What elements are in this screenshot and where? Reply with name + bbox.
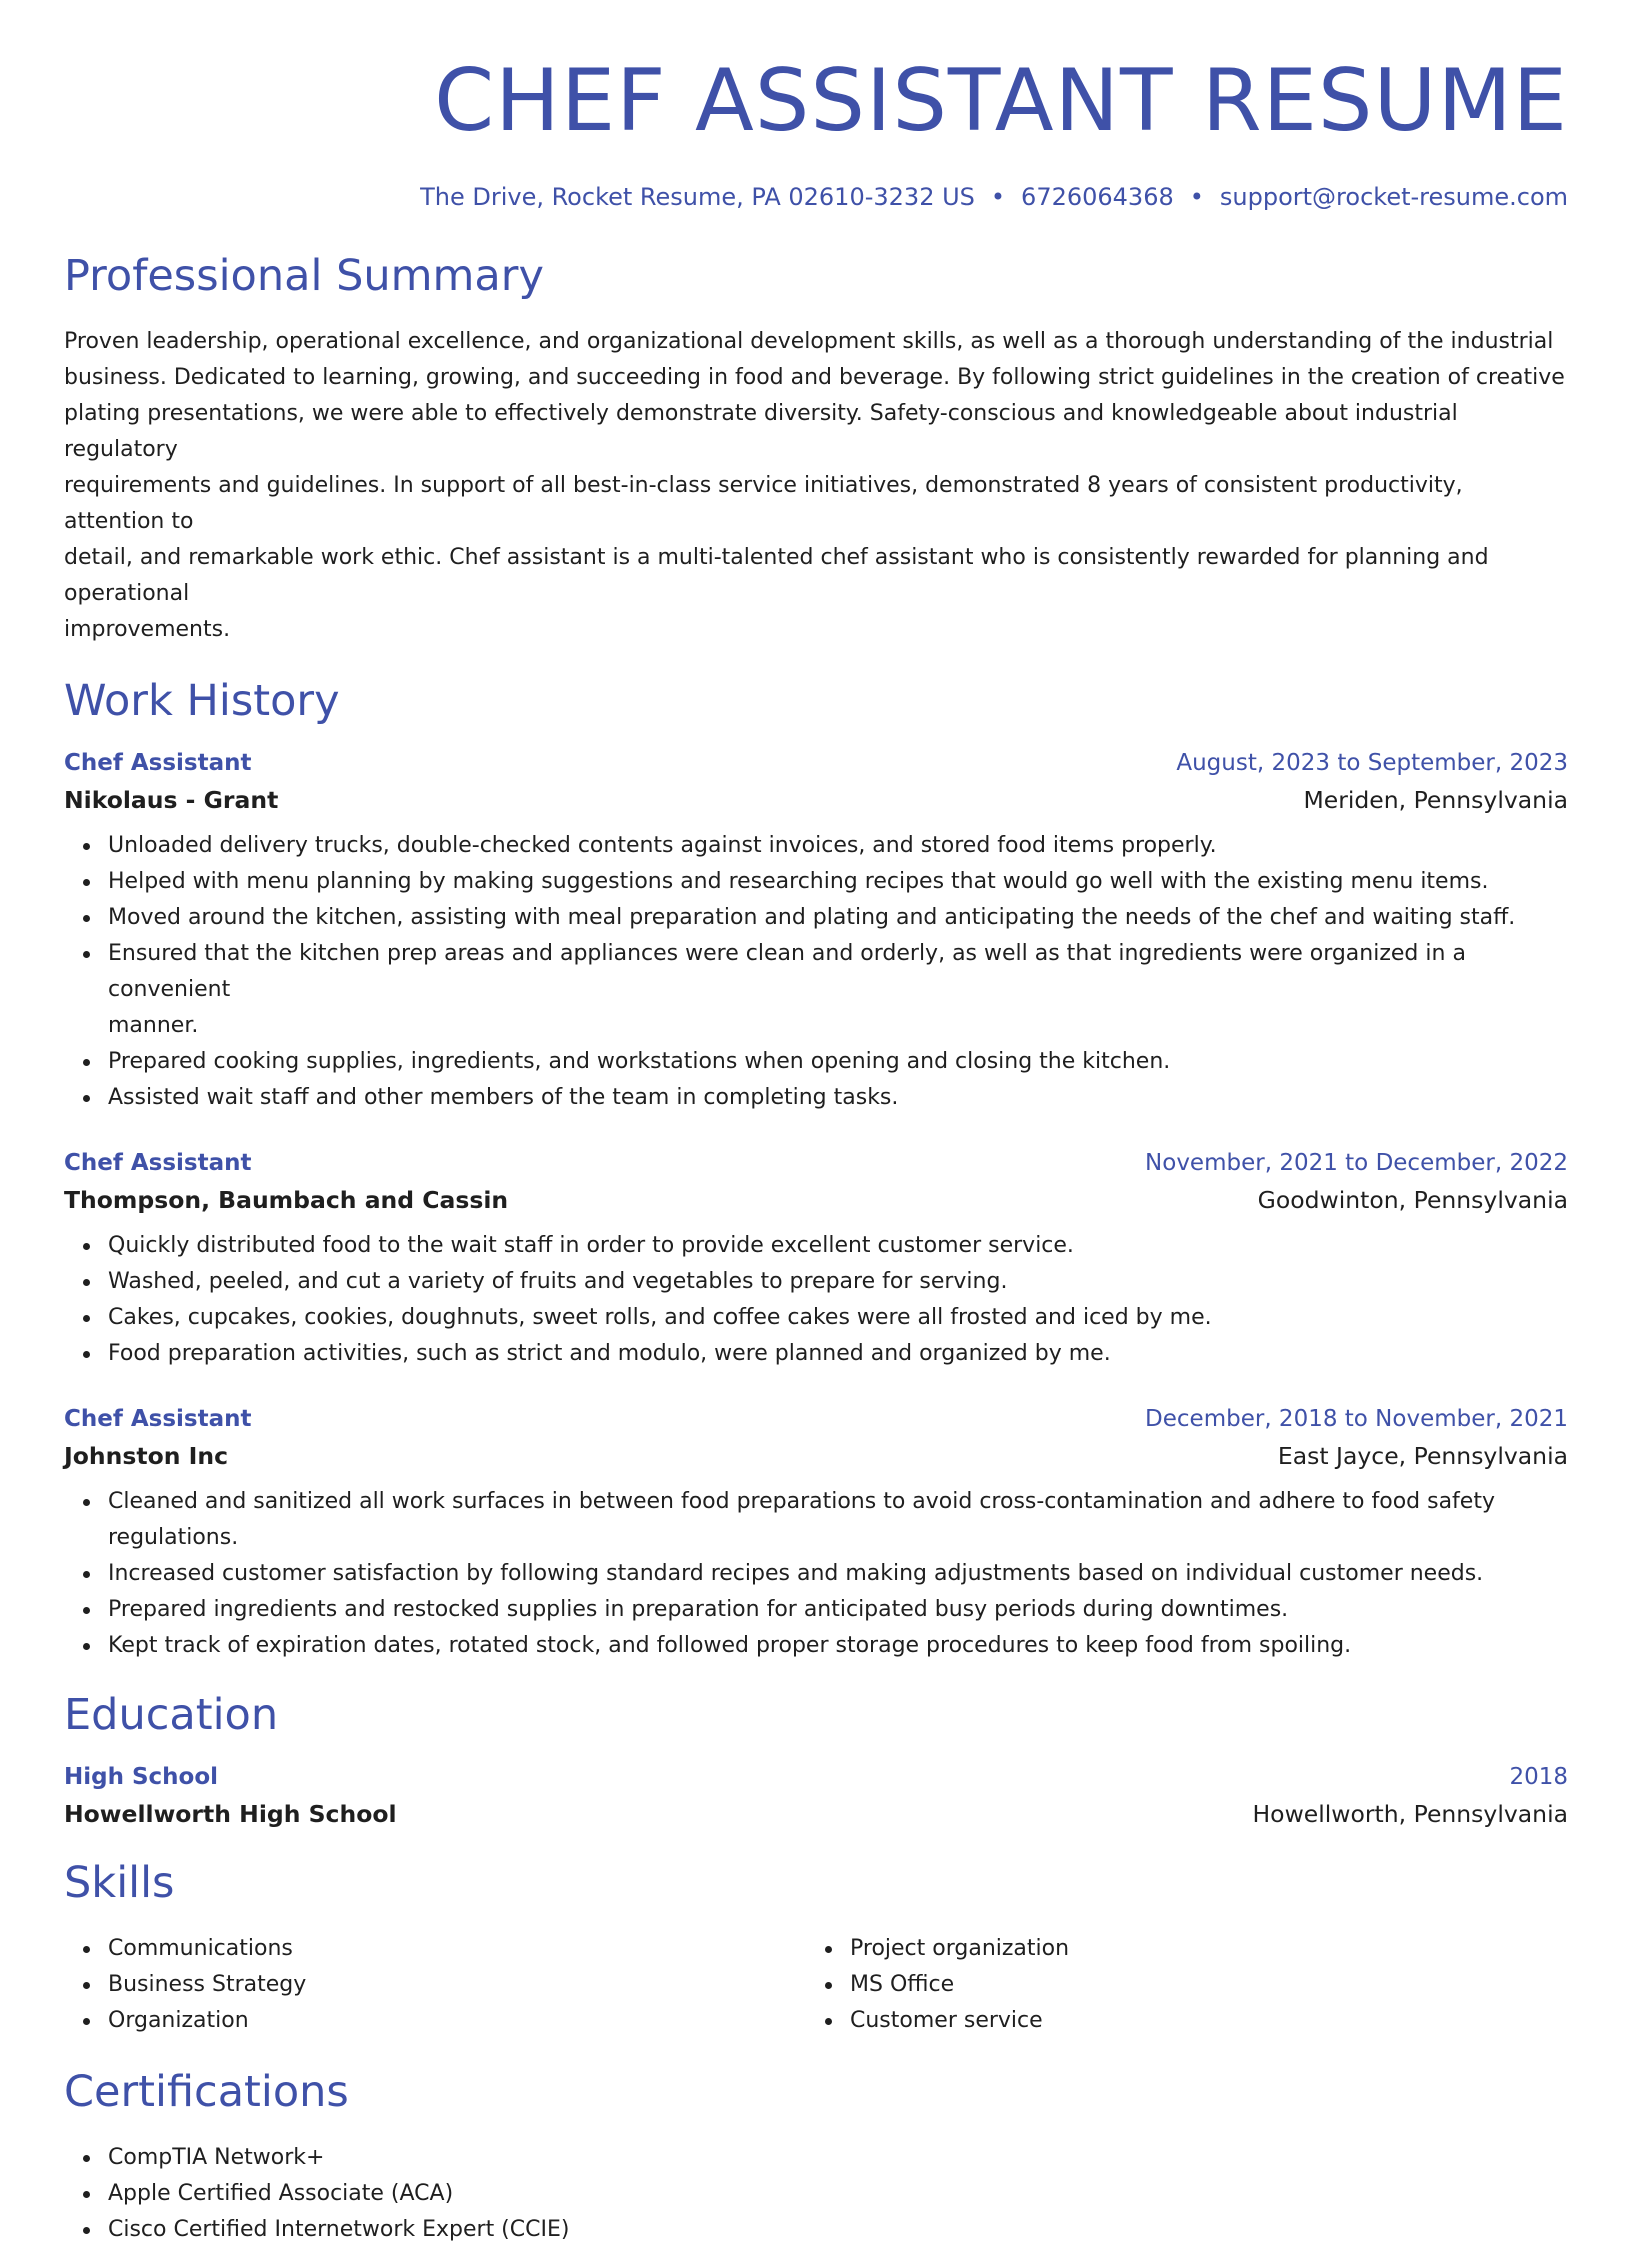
job-title: Chef Assistant [64,1150,252,1176]
skills-list [806,1931,1548,2039]
job-header-row [64,750,1568,776]
job-bullet-list [64,1228,1568,1372]
summary-line: plating presentations, we were able to effectively demonstrate diversity. Safety-conscious and knowledgeable about industrial regulatory [64,401,1458,462]
skill-item: Communications [108,1931,806,1967]
job-header-row [64,1406,1568,1432]
job-location: Meriden, Pennsylvania [1303,786,1568,814]
contact-line [64,185,1568,209]
contact-separator: • [990,183,1006,211]
job-bullet: Increased customer satisfaction by following standard recipes and making adjustments based on individual customer needs. [108,1556,1568,1592]
job-bullet: Washed, peeled, and cut a variety of fruits and vegetables to prepare for serving. [108,1264,1568,1300]
education-entry [64,1764,1568,1828]
job-bullet: Prepared ingredients and restocked supplies in preparation for anticipated busy periods during downtimes. [108,1592,1568,1628]
job-employer-row [64,1442,1568,1470]
job-bullet: Quickly distributed food to the wait staff in order to provide excellent customer service. [108,1228,1568,1264]
certification-item: Apple Certified Associate (ACA) [108,2176,1568,2212]
job-entry [64,750,1568,1116]
job-bullet: Food preparation activities, such as strict and modulo, were planned and organized by me. [108,1336,1568,1372]
job-bullet: Prepared cooking supplies, ingredients, and workstations when opening and closing the kitchen. [108,1044,1568,1080]
job-location: Goodwinton, Pennsylvania [1257,1186,1568,1214]
education-header-row [64,1764,1568,1790]
summary-line: Proven leadership, operational excellence, and organizational development skills, as well as a thorough understanding of the industrial [64,329,1554,354]
certifications-list [64,2140,1568,2248]
job-bullet: Moved around the kitchen, assisting with meal preparation and plating and anticipating the needs of the chef and waiting staff. [108,900,1568,936]
job-header-row [64,1150,1568,1176]
education-location: Howellworth, Pennsylvania [1252,1800,1568,1828]
certification-item: Cisco Certified Internetwork Expert (CCIE) [108,2212,1568,2248]
skills-heading: Skills [64,1858,175,1908]
job-title: Chef Assistant [64,1406,252,1432]
job-entry [64,1406,1568,1664]
contact-phone: 6726064368 [1021,183,1174,211]
job-bullet-list [64,1484,1568,1664]
skills-list [64,1931,806,2039]
summary-line: business. Dedicated to learning, growing, and succeeding in food and beverage. By following strict guidelines in the creation of creative [64,365,1565,390]
job-entry [64,1150,1568,1372]
contact-email: support@rocket-resume.com [1219,183,1568,211]
skills-column-left [64,1931,806,2039]
job-bullet: Cakes, cupcakes, cookies, doughnuts, sweet rolls, and coffee cakes were all frosted and iced by me. [108,1300,1568,1336]
education-year: 2018 [1509,1764,1568,1790]
work-history-heading: Work History [64,676,340,726]
job-employer-row [64,1186,1568,1214]
job-bullet: Kept track of expiration dates, rotated stock, and followed proper storage procedures to keep food from spoiling. [108,1628,1568,1664]
skill-item: Customer service [850,2003,1548,2039]
education-degree: High School [64,1764,219,1790]
job-dates: August, 2023 to September, 2023 [1176,750,1568,776]
contact-address: The Drive, Rocket Resume, PA 02610-3232 US [420,183,975,211]
skill-item: MS Office [850,1967,1548,2003]
resume-title: CHEF ASSISTANT RESUME [434,51,1568,151]
job-title: Chef Assistant [64,750,252,776]
job-bullet-line: Ensured that the kitchen prep areas and appliances were clean and orderly, as well as that ingredients were organized in a convenient [108,941,1466,1002]
summary-paragraph [64,324,1568,648]
education-school-row [64,1800,1568,1828]
summary-line: improvements. [64,617,231,642]
job-bullet: Helped with menu planning by making suggestions and researching recipes that would go well with the existing menu items. [108,864,1568,900]
job-bullet-list [64,828,1568,1116]
contact-separator: • [1189,183,1204,211]
job-bullet: Assisted wait staff and other members of the team in completing tasks. [108,1080,1568,1116]
education-heading: Education [64,1690,279,1740]
job-location: East Jayce, Pennsylvania [1277,1442,1568,1470]
job-employer: Thompson, Baumbach and Cassin [64,1186,509,1214]
job-bullet-line: manner. [108,1013,199,1038]
education-school: Howellworth High School [64,1800,397,1828]
job-bullet: Cleaned and sanitized all work surfaces in between food preparations to avoid cross-contamination and adhere to food safety regulations. [108,1484,1568,1556]
job-dates: November, 2021 to December, 2022 [1145,1150,1568,1176]
skill-item: Business Strategy [108,1967,806,2003]
job-employer: Nikolaus - Grant [64,786,279,814]
skill-item: Organization [108,2003,806,2039]
job-dates: December, 2018 to November, 2021 [1145,1406,1568,1432]
summary-line: detail, and remarkable work ethic. Chef assistant is a multi-talented chef assistant who is consistently rewarded for planning and operational [64,545,1489,606]
skills-grid [64,1931,1568,2039]
job-employer: Johnston Inc [64,1442,229,1470]
job-bullet: Unloaded delivery trucks, double-checked contents against invoices, and stored food items properly. [108,828,1568,864]
summary-heading: Professional Summary [64,251,544,301]
job-employer-row [64,786,1568,814]
certifications-heading: Certifications [64,2067,349,2117]
job-bullet [108,936,1568,1044]
skills-column-right [806,1931,1548,2039]
skill-item: Project organization [850,1931,1548,1967]
summary-line: requirements and guidelines. In support of all best-in-class service initiatives, demonstrated 8 years of consistent productivity, attention to [64,473,1463,534]
certification-item: CompTIA Network+ [108,2140,1568,2176]
